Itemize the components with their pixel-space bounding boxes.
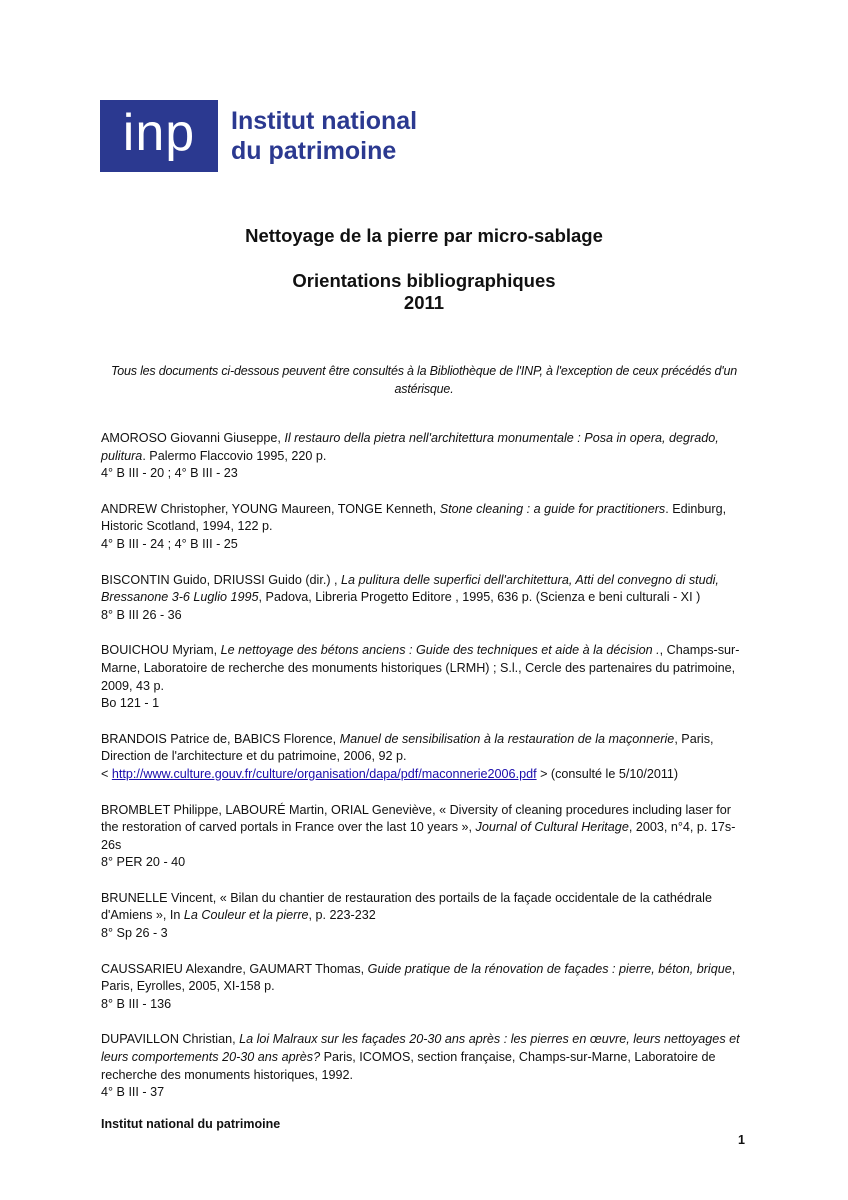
entry-citation [101, 802, 751, 855]
entry-shelfmark: 8° PER 20 - 40 [101, 855, 186, 870]
entry-citation [101, 501, 751, 536]
entry-title: Manuel de sensibilisation à la restauration de la maçonnerie [339, 731, 675, 746]
entry-citation [101, 572, 751, 607]
entry-publication: . Palermo Flaccovio 1995, 220 p. [142, 448, 327, 463]
entry-publication: , Padova, Libreria Progetto Editore , 1995, 636 p. (Scienza e beni culturali - XI ) [258, 590, 701, 605]
entry-publication: , 2003, n°4, p. 17s-26s [101, 820, 736, 852]
page-number: 1 [738, 1133, 745, 1147]
entry-shelfmark: 8° B III 26 - 36 [101, 607, 182, 622]
inp-logo [100, 100, 417, 172]
document-subtitle: Orientations bibliographiques [292, 270, 556, 291]
entry-shelfmark: 8° B III - 136 [101, 996, 172, 1011]
entry-citation [101, 642, 751, 695]
entry-title: Guide pratique de la rénovation de façades : pierre, béton, brique [367, 961, 732, 976]
entry-citation [101, 1031, 751, 1084]
link-prefix: < [101, 766, 112, 781]
bibliography-entry [101, 572, 751, 625]
logo-line-1: Institut national [231, 107, 418, 135]
bibliography-entry [101, 731, 751, 784]
entry-authors: CAUSSARIEU Alexandre, GAUMART Thomas, [101, 961, 368, 976]
bibliography-entry [101, 890, 751, 943]
bibliography-entry [101, 1031, 751, 1101]
entry-title: La loi Malraux sur les façades 20-30 ans après : les pierres en œuvre, leurs nettoyages et leurs comportements 20-30 ans après? [101, 1032, 740, 1065]
entry-authors: BROMBLET Philippe, LABOURÉ Martin, ORIAL Geneviève, « Diversity of cleaning procedures including laser for the restoration of carved portals in France over the last 10 years », [101, 802, 731, 835]
entry-title: Stone cleaning : a guide for practitioners [439, 501, 666, 516]
entry-publication: . Edinburg, Historic Scotland, 1994, 122 p. [101, 501, 727, 534]
entry-publication: Paris, ICOMOS, section française, Champs-sur-Marne, Laboratoire de recherche des monuments historiques, 1992. [101, 1050, 716, 1082]
entry-title: La Couleur et la pierre [183, 908, 309, 923]
bibliography-entry [101, 961, 751, 1014]
entry-citation [101, 961, 751, 996]
entry-shelfmark: 4° B III - 24 ; 4° B III - 25 [101, 536, 238, 551]
document-year: 2011 [403, 292, 445, 313]
entry-authors: BISCONTIN Guido, DRIUSSI Guido (dir.) , [101, 572, 342, 587]
entry-title: Journal of Cultural Heritage [475, 820, 629, 835]
document-title: Nettoyage de la pierre par micro-sablage [245, 225, 603, 246]
entry-publication: , Paris, Eyrolles, 2005, XI-158 p. [101, 961, 736, 994]
entry-authors: DUPAVILLON Christian, [101, 1032, 240, 1047]
entry-online-reference [101, 766, 751, 784]
bibliography-entry [101, 802, 751, 872]
entry-authors: AMOROSO Giovanni Giuseppe, [101, 431, 285, 445]
entry-authors: BOUICHOU Myriam, [101, 643, 221, 658]
entry-authors: ANDREW Christopher, YOUNG Maureen, TONGE Kenneth, [101, 501, 440, 516]
link-suffix: > (consulté le 5/10/2011) [536, 766, 679, 781]
intro-note: Tous les documents ci-dessous peuvent être consultés à la Bibliothèque de l'INP, à l'exception de ceux précédés d'un astérisque. [110, 364, 738, 396]
entry-shelfmark: 8° Sp 26 - 3 [101, 926, 168, 941]
entry-publication: , Paris, Direction de l'architecture et du patrimoine, 2006, 92 p. [101, 731, 714, 764]
entry-title: La pulitura delle superfici dell'architettura, Atti del convegno di studi, Bressanone 3-6 Luglio 1995 [101, 572, 719, 605]
bibliography-list [101, 430, 751, 1120]
entry-publication: , Champs-sur-Marne, Laboratoire de recherche des monuments historiques (LRMH) ; S.l., Cercle des partenaires du patrimoine, 2009, 43 p. [101, 643, 740, 693]
entry-publication: , p. 223-232 [308, 908, 376, 923]
entry-title: Le nettoyage des bétons anciens : Guide des techniques et aide à la décision . [220, 643, 660, 658]
page-footer: Institut national du patrimoine [101, 1117, 281, 1131]
bibliography-entry [101, 430, 751, 483]
entry-citation [101, 731, 751, 766]
entry-citation [101, 430, 751, 465]
entry-authors: BRUNELLE Vincent, « Bilan du chantier de restauration des portails de la façade occidentale de la cathédrale d'Amiens », In [101, 890, 712, 923]
inp-logo-text [231, 106, 417, 166]
entry-title: Il restauro della pietra nell'architettura monumentale : Posa in opera, degrado, pulitura [101, 431, 719, 463]
entry-citation [101, 890, 751, 925]
bibliography-entry [101, 501, 751, 554]
entry-shelfmark: 4° B III - 20 ; 4° B III - 23 [101, 466, 238, 481]
entry-shelfmark: Bo 121 - 1 [101, 696, 160, 711]
entry-authors: BRANDOIS Patrice de, BABICS Florence, [101, 731, 340, 746]
bibliography-entry [101, 642, 751, 712]
entry-shelfmark: 4° B III - 37 [101, 1085, 165, 1100]
logo-line-2: du patrimoine [231, 137, 397, 165]
inp-logo-mark: inp [100, 100, 218, 172]
entry-url-link[interactable]: http://www.culture.gouv.fr/culture/organisation/dapa/pdf/maconnerie2006.pdf [111, 766, 537, 781]
